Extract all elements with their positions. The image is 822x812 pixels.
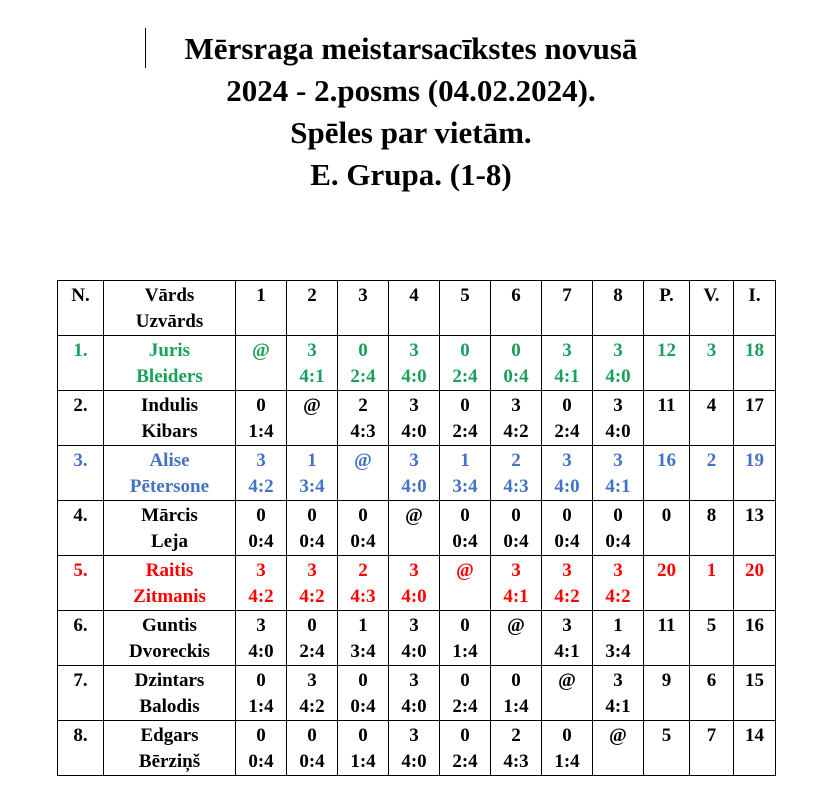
- game-points: 0: [511, 670, 521, 691]
- game-score: 4:0: [605, 366, 631, 387]
- document-title: [0, 28, 822, 196]
- table-row: [58, 501, 776, 556]
- title-line-2: 2024 - 2.posms (04.02.2024).: [226, 73, 596, 108]
- game-cell: [389, 556, 440, 611]
- games-played: 18: [734, 336, 776, 391]
- game-score: 4:2: [299, 696, 325, 717]
- game-points: 3: [613, 670, 623, 691]
- game-cell: [389, 501, 440, 556]
- game-points: 0: [511, 340, 521, 361]
- game-points: 3: [256, 450, 266, 471]
- row-number: 8.: [58, 721, 104, 776]
- game-cell: [440, 391, 491, 446]
- game-points: 0: [511, 505, 521, 526]
- game-points: 1: [613, 615, 623, 636]
- table-row: [58, 556, 776, 611]
- player-first-name: Edgars: [140, 725, 199, 746]
- table-row: [58, 446, 776, 501]
- place: 3: [690, 336, 734, 391]
- total-points: 5: [644, 721, 690, 776]
- game-points: 3: [409, 340, 419, 361]
- game-cell: [440, 666, 491, 721]
- game-points: 0: [562, 395, 572, 416]
- game-cell: [236, 501, 287, 556]
- game-points: 2: [511, 725, 521, 746]
- game-score: 1:4: [248, 421, 274, 442]
- total-points: 20: [644, 556, 690, 611]
- game-score: 4:2: [299, 586, 325, 607]
- total-points: 9: [644, 666, 690, 721]
- game-points: 0: [256, 505, 266, 526]
- game-cell: [491, 666, 542, 721]
- game-cell: [236, 391, 287, 446]
- game-cell: [542, 666, 593, 721]
- game-score: 1:4: [350, 751, 376, 772]
- total-points: 11: [644, 611, 690, 666]
- game-score: 4:0: [248, 641, 274, 662]
- game-score: 2:4: [452, 751, 478, 772]
- header-i: I.: [734, 281, 776, 336]
- game-points: 3: [409, 450, 419, 471]
- game-points: 0: [358, 505, 368, 526]
- game-points: @: [252, 340, 270, 361]
- game-cell: [287, 501, 338, 556]
- game-cell: [236, 611, 287, 666]
- player-name: [104, 721, 236, 776]
- game-cell: [593, 611, 644, 666]
- game-score: 0:4: [248, 751, 274, 772]
- game-score: 4:1: [605, 476, 631, 497]
- game-score: 4:3: [350, 421, 376, 442]
- game-score: 4:2: [605, 586, 631, 607]
- game-points: 0: [460, 340, 470, 361]
- game-score: 4:0: [401, 641, 427, 662]
- header-p: P.: [644, 281, 690, 336]
- player-last-name: Leja: [151, 531, 188, 552]
- title-line-4: E. Grupa. (1-8): [310, 157, 512, 192]
- game-points: 0: [562, 725, 572, 746]
- game-cell: [338, 721, 389, 776]
- game-points: 3: [307, 670, 317, 691]
- player-name: [104, 556, 236, 611]
- place: 1: [690, 556, 734, 611]
- game-score: 1:4: [452, 641, 478, 662]
- games-played: 16: [734, 611, 776, 666]
- header-game-3: 3: [338, 281, 389, 336]
- game-points: 1: [358, 615, 368, 636]
- game-points: 3: [562, 560, 572, 581]
- games-played: 17: [734, 391, 776, 446]
- game-score: 4:1: [554, 641, 580, 662]
- row-number: 4.: [58, 501, 104, 556]
- title-line-3: Spēles par vietām.: [290, 115, 532, 150]
- game-score: 1:4: [248, 696, 274, 717]
- header-game-1: 1: [236, 281, 287, 336]
- game-points: 3: [562, 615, 572, 636]
- game-points: 3: [409, 670, 419, 691]
- game-points: @: [507, 615, 525, 636]
- header-last-name: Uzvārds: [135, 311, 204, 332]
- game-points: 0: [307, 615, 317, 636]
- game-cell: [542, 556, 593, 611]
- game-points: 0: [460, 505, 470, 526]
- game-score: 1:4: [503, 696, 529, 717]
- game-points: @: [558, 670, 576, 691]
- game-cell: [338, 501, 389, 556]
- games-played: 20: [734, 556, 776, 611]
- game-score: 4:0: [401, 421, 427, 442]
- game-points: @: [609, 725, 627, 746]
- game-cell: [542, 721, 593, 776]
- game-points: 3: [409, 560, 419, 581]
- player-first-name: Juris: [148, 340, 191, 361]
- row-number: 7.: [58, 666, 104, 721]
- game-points: 0: [358, 340, 368, 361]
- game-cell: [593, 501, 644, 556]
- header-n: N.: [58, 281, 104, 336]
- player-first-name: Indulis: [140, 395, 199, 416]
- game-score: 2:4: [452, 366, 478, 387]
- game-cell: [542, 501, 593, 556]
- game-points: 3: [256, 560, 266, 581]
- total-points: 11: [644, 391, 690, 446]
- game-points: 2: [358, 560, 368, 581]
- game-points: 0: [460, 725, 470, 746]
- game-cell: [440, 721, 491, 776]
- game-score: 2:4: [299, 641, 325, 662]
- game-points: 3: [613, 395, 623, 416]
- game-points: @: [405, 505, 423, 526]
- game-points: 3: [613, 340, 623, 361]
- game-score: 4:3: [503, 476, 529, 497]
- game-score: 0:4: [248, 531, 274, 552]
- game-cell: [338, 666, 389, 721]
- games-played: 14: [734, 721, 776, 776]
- place: 6: [690, 666, 734, 721]
- game-score: 4:2: [248, 586, 274, 607]
- game-score: 0:4: [350, 531, 376, 552]
- game-cell: [593, 446, 644, 501]
- game-points: 1: [307, 450, 317, 471]
- game-points: 3: [307, 560, 317, 581]
- game-points: 3: [613, 560, 623, 581]
- game-points: @: [354, 450, 372, 471]
- game-points: 0: [307, 505, 317, 526]
- game-cell: [236, 556, 287, 611]
- player-last-name: Dvoreckis: [129, 641, 210, 662]
- games-played: 19: [734, 446, 776, 501]
- games-played: 13: [734, 501, 776, 556]
- player-name: [104, 611, 236, 666]
- game-score: 4:0: [401, 751, 427, 772]
- place: 2: [690, 446, 734, 501]
- game-points: 0: [460, 670, 470, 691]
- header-game-7: 7: [542, 281, 593, 336]
- game-score: 3:4: [605, 641, 631, 662]
- player-name: [104, 336, 236, 391]
- header-game-4: 4: [389, 281, 440, 336]
- player-last-name: Kibars: [141, 421, 198, 442]
- place: 5: [690, 611, 734, 666]
- game-cell: [287, 611, 338, 666]
- game-points: 0: [358, 670, 368, 691]
- game-cell: [542, 446, 593, 501]
- place: 8: [690, 501, 734, 556]
- game-cell: [593, 556, 644, 611]
- player-first-name: Alise: [149, 450, 190, 471]
- game-cell: [491, 391, 542, 446]
- game-score: 4:1: [503, 586, 529, 607]
- game-cell: [542, 611, 593, 666]
- game-score: 4:2: [554, 586, 580, 607]
- game-score: 3:4: [350, 641, 376, 662]
- game-score: 0:4: [554, 531, 580, 552]
- game-cell: [440, 611, 491, 666]
- game-points: 3: [307, 340, 317, 361]
- game-score: 4:2: [248, 476, 274, 497]
- game-cell: [593, 666, 644, 721]
- row-number: 5.: [58, 556, 104, 611]
- game-cell: [338, 446, 389, 501]
- player-first-name: Raitis: [145, 560, 194, 581]
- total-points: 0: [644, 501, 690, 556]
- player-first-name: Guntis: [142, 615, 197, 636]
- player-last-name: Zitmanis: [133, 586, 206, 607]
- game-points: 3: [511, 395, 521, 416]
- player-name: [104, 501, 236, 556]
- game-points: 1: [460, 450, 470, 471]
- game-cell: [491, 556, 542, 611]
- game-points: @: [456, 560, 474, 581]
- game-score: 4:3: [350, 586, 376, 607]
- game-score: 0:4: [503, 531, 529, 552]
- game-cell: [593, 721, 644, 776]
- game-points: 3: [613, 450, 623, 471]
- game-cell: [236, 336, 287, 391]
- game-score: 0:4: [605, 531, 631, 552]
- game-cell: [236, 721, 287, 776]
- header-name: [104, 281, 236, 336]
- game-score: 4:0: [401, 586, 427, 607]
- header-v: V.: [690, 281, 734, 336]
- game-cell: [236, 666, 287, 721]
- game-score: 3:4: [299, 476, 325, 497]
- header-game-2: 2: [287, 281, 338, 336]
- game-points: 3: [562, 450, 572, 471]
- game-score: 0:4: [299, 751, 325, 772]
- game-points: 0: [256, 395, 266, 416]
- game-cell: [338, 336, 389, 391]
- row-number: 1.: [58, 336, 104, 391]
- game-cell: [542, 336, 593, 391]
- header-first-name: Vārds: [144, 285, 195, 306]
- table-row: [58, 666, 776, 721]
- game-cell: [491, 721, 542, 776]
- results-table: [57, 280, 776, 776]
- game-cell: [491, 336, 542, 391]
- player-name: [104, 391, 236, 446]
- game-points: 0: [460, 615, 470, 636]
- game-score: 4:1: [554, 366, 580, 387]
- game-points: 0: [460, 395, 470, 416]
- game-cell: [389, 336, 440, 391]
- game-cell: [287, 336, 338, 391]
- game-cell: [542, 391, 593, 446]
- game-cell: [287, 556, 338, 611]
- player-last-name: Bērziņš: [138, 751, 201, 772]
- game-cell: [440, 336, 491, 391]
- row-number: 2.: [58, 391, 104, 446]
- game-score: 1:4: [554, 751, 580, 772]
- game-score: 4:0: [401, 476, 427, 497]
- game-cell: [389, 611, 440, 666]
- header-game-5: 5: [440, 281, 491, 336]
- table-body: [58, 336, 776, 776]
- game-cell: [440, 556, 491, 611]
- game-cell: [440, 446, 491, 501]
- game-points: 3: [409, 615, 419, 636]
- game-score: 2:4: [554, 421, 580, 442]
- total-points: 12: [644, 336, 690, 391]
- game-score: 4:2: [503, 421, 529, 442]
- player-last-name: Pētersone: [129, 476, 210, 497]
- table-header-row: [58, 281, 776, 336]
- game-cell: [389, 666, 440, 721]
- player-name: [104, 666, 236, 721]
- game-score: 3:4: [452, 476, 478, 497]
- game-score: 2:4: [350, 366, 376, 387]
- player-name: [104, 446, 236, 501]
- game-points: 3: [562, 340, 572, 361]
- place: 7: [690, 721, 734, 776]
- player-last-name: Balodis: [139, 696, 200, 717]
- game-cell: [491, 501, 542, 556]
- game-cell: [440, 501, 491, 556]
- game-score: 4:0: [401, 696, 427, 717]
- game-points: 0: [562, 505, 572, 526]
- game-score: 2:4: [452, 696, 478, 717]
- game-score: 4:1: [299, 366, 325, 387]
- game-cell: [389, 721, 440, 776]
- game-cell: [389, 446, 440, 501]
- game-points: 3: [511, 560, 521, 581]
- game-points: 0: [256, 725, 266, 746]
- table-row: [58, 611, 776, 666]
- game-points: 0: [613, 505, 623, 526]
- game-points: 2: [511, 450, 521, 471]
- game-cell: [287, 391, 338, 446]
- game-cell: [338, 391, 389, 446]
- game-cell: [236, 446, 287, 501]
- game-cell: [338, 611, 389, 666]
- total-points: 16: [644, 446, 690, 501]
- game-score: 4:0: [554, 476, 580, 497]
- game-points: 3: [256, 615, 266, 636]
- game-points: @: [303, 395, 321, 416]
- game-cell: [389, 391, 440, 446]
- row-number: 3.: [58, 446, 104, 501]
- game-score: 4:0: [401, 366, 427, 387]
- game-cell: [491, 611, 542, 666]
- header-game-8: 8: [593, 281, 644, 336]
- game-cell: [287, 666, 338, 721]
- game-cell: [287, 446, 338, 501]
- place: 4: [690, 391, 734, 446]
- player-first-name: Mārcis: [141, 505, 198, 526]
- game-points: 3: [409, 395, 419, 416]
- game-score: 4:1: [605, 696, 631, 717]
- title-line-1: Mērsraga meistarsacīkstes novusā: [184, 31, 638, 66]
- game-score: 0:4: [503, 366, 529, 387]
- header-game-6: 6: [491, 281, 542, 336]
- game-score: 0:4: [452, 531, 478, 552]
- row-number: 6.: [58, 611, 104, 666]
- game-score: 0:4: [350, 696, 376, 717]
- game-cell: [338, 556, 389, 611]
- player-first-name: Dzintars: [134, 670, 205, 691]
- table-row: [58, 391, 776, 446]
- game-score: 4:0: [605, 421, 631, 442]
- game-points: 3: [409, 725, 419, 746]
- player-last-name: Bleiders: [136, 366, 203, 387]
- game-points: 2: [358, 395, 368, 416]
- game-points: 0: [307, 725, 317, 746]
- game-score: 0:4: [299, 531, 325, 552]
- game-cell: [287, 721, 338, 776]
- table-row: [58, 336, 776, 391]
- game-points: 0: [256, 670, 266, 691]
- game-cell: [491, 446, 542, 501]
- game-cell: [593, 336, 644, 391]
- game-points: 0: [358, 725, 368, 746]
- game-score: 2:4: [452, 421, 478, 442]
- games-played: 15: [734, 666, 776, 721]
- game-score: 4:3: [503, 751, 529, 772]
- game-cell: [593, 391, 644, 446]
- table-row: [58, 721, 776, 776]
